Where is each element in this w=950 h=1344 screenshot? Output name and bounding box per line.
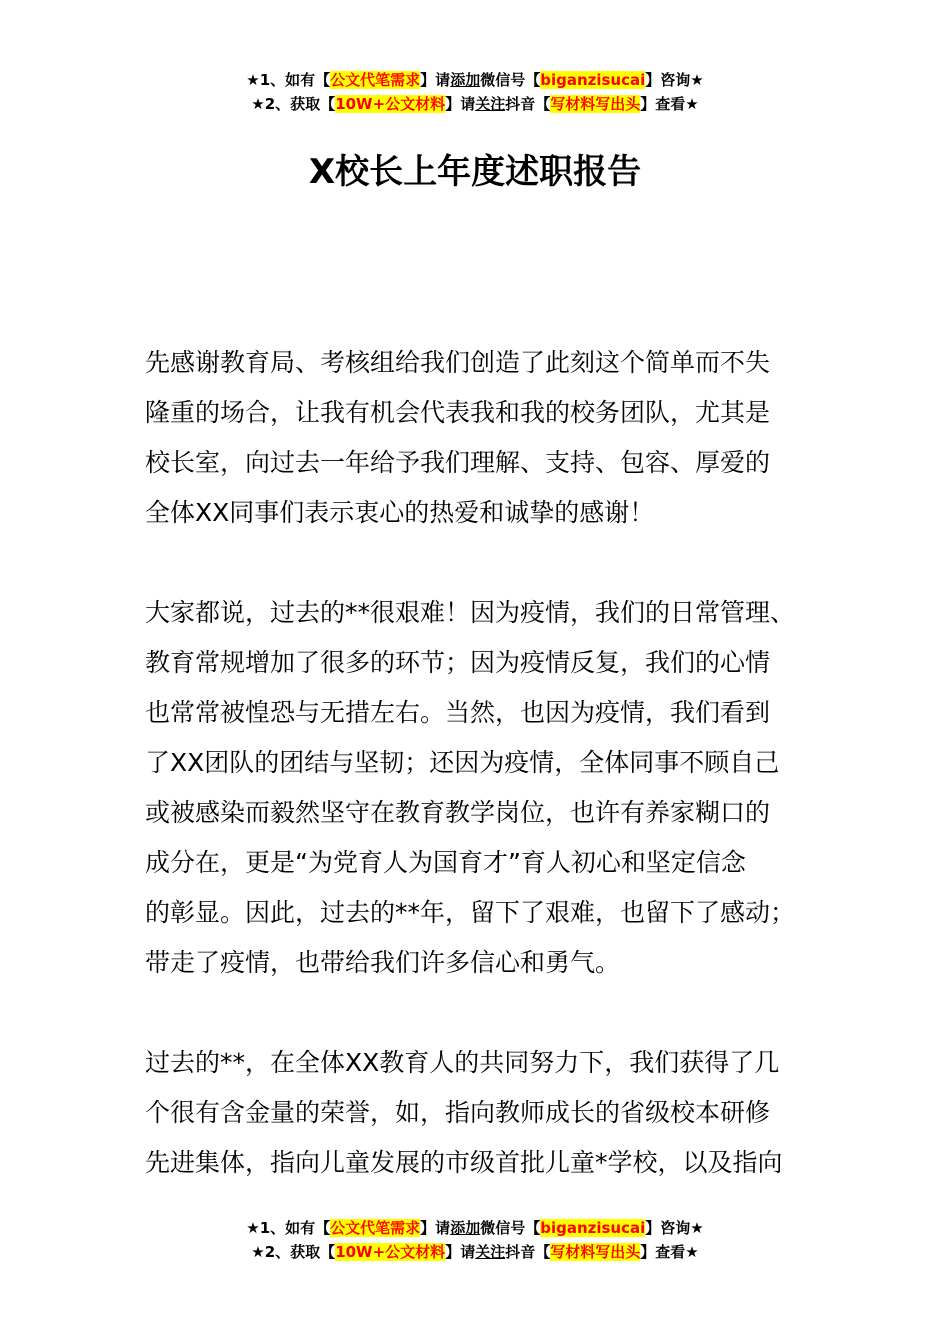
banner-highlight: 10W+公文材料 <box>335 1243 446 1261</box>
banner-text: 】咨询★ <box>645 1219 704 1237</box>
banner-highlight: 10W+公文材料 <box>335 95 446 113</box>
document-body <box>145 338 835 1238</box>
footer-banner <box>0 1216 950 1264</box>
banner-text: 抖音【 <box>505 1243 551 1261</box>
text-line: 成分在，更是“为党育人为国育才”育人初心和坚定信念 <box>145 848 746 877</box>
banner-text: 】请 <box>445 95 476 113</box>
banner-text: 】请 <box>445 1243 476 1261</box>
banner-highlight: 写材料写出头 <box>550 95 641 113</box>
banner-underline-text: 关注 <box>475 1243 506 1261</box>
text-line: 先感谢教育局、考核组给我们创造了此刻这个简单而不失 <box>145 348 771 377</box>
banner-underline-text: 添加 <box>450 71 481 89</box>
banner-text: 微信号【 <box>480 1219 541 1237</box>
banner-highlight: 公文代笔需求 <box>330 71 421 89</box>
text-line: 也常常被惶恐与无措左右。当然，也因为疫情，我们看到 <box>145 698 771 727</box>
banner-text: 微信号【 <box>480 71 541 89</box>
text-line: 大家都说，过去的**很艰难！因为疫情，我们的日常管理、 <box>145 598 796 627</box>
text-line: 或被感染而毅然坚守在教育教学岗位，也许有养家糊口的 <box>145 798 771 827</box>
text-line: 的彰显。因此，过去的**年，留下了艰难，也留下了感动； <box>145 898 796 927</box>
paragraph-3 <box>145 1038 835 1188</box>
banner-line-1 <box>0 1216 950 1240</box>
banner-underline-text: 关注 <box>475 95 506 113</box>
text-line: 先进集体，指向儿童发展的市级首批儿童*学校，以及指向 <box>145 1148 783 1177</box>
document-title: X校长上年度述职报告 <box>308 152 642 192</box>
banner-text: ★1、如有【 <box>246 1219 331 1237</box>
banner-text: ★2、获取【 <box>251 95 336 113</box>
banner-line-2 <box>0 92 950 116</box>
text-line: 个很有含金量的荣誉，如，指向教师成长的省级校本研修 <box>145 1098 771 1127</box>
banner-text: 】请 <box>420 71 451 89</box>
banner-line-2 <box>0 1240 950 1264</box>
text-line: 教育常规增加了很多的环节；因为疫情反复，我们的心情 <box>145 648 771 677</box>
banner-text: 】查看★ <box>640 1243 699 1261</box>
text-line: 全体XX同事们表示衷心的热爱和诚挚的感谢！ <box>145 498 655 527</box>
banner-text: ★2、获取【 <box>251 1243 336 1261</box>
paragraph-2 <box>145 588 835 988</box>
text-line: 隆重的场合，让我有机会代表我和我的校务团队，尤其是 <box>145 398 771 427</box>
banner-text: 】咨询★ <box>645 71 704 89</box>
banner-line-1 <box>0 68 950 92</box>
text-line: 了XX团队的团结与坚韧；还因为疫情，全体同事不顾自己 <box>145 748 780 777</box>
banner-text: 抖音【 <box>505 95 551 113</box>
text-line: 校长室，向过去一年给予我们理解、支持、包容、厚爱的 <box>145 448 771 477</box>
banner-highlight: biganzisucai <box>540 1219 646 1237</box>
paragraph-1 <box>145 338 835 538</box>
banner-highlight: 写材料写出头 <box>550 1243 641 1261</box>
banner-highlight: 公文代笔需求 <box>330 1219 421 1237</box>
banner-text: ★1、如有【 <box>246 71 331 89</box>
banner-highlight: biganzisucai <box>540 71 646 89</box>
text-line: 带走了疫情，也带给我们许多信心和勇气。 <box>145 948 621 977</box>
banner-text: 】查看★ <box>640 95 699 113</box>
header-banner <box>0 68 950 116</box>
banner-underline-text: 添加 <box>450 1219 481 1237</box>
banner-text: 】请 <box>420 1219 451 1237</box>
text-line: 过去的**，在全体XX教育人的共同努力下，我们获得了几 <box>145 1048 780 1077</box>
